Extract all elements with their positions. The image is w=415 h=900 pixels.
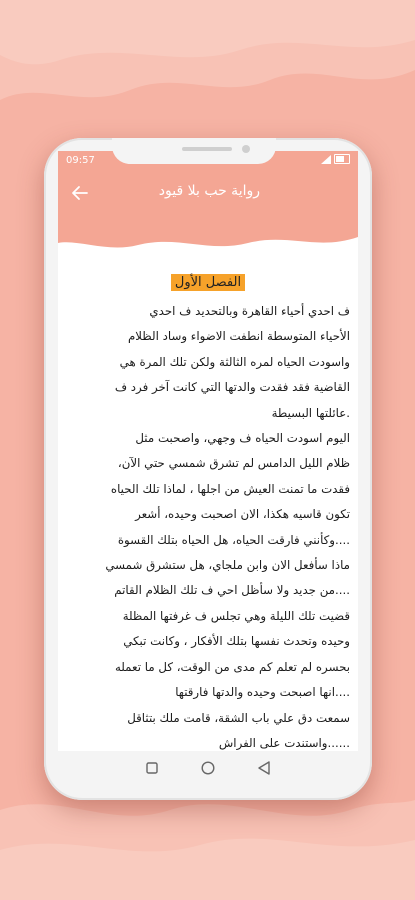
app-bar-wave — [58, 229, 358, 253]
text-line: ف احدي أحياء القاهرة وبالتحديد ف احدي — [149, 304, 350, 318]
phone-screen — [58, 151, 358, 751]
text-line: سمعت دق علي باب الشقة، قامت ملك بتثاقل — [127, 710, 350, 725]
square-icon — [146, 762, 158, 774]
text-line: قضيت تلك الليلة وهي تجلس ف غرفتها المظلة — [122, 608, 350, 623]
text-line: وحيده وتحدث نفسها بتلك الأفكار ، وكانت تبكي — [123, 634, 350, 649]
phone-frame — [44, 138, 372, 800]
background-wave-top — [0, 0, 415, 140]
story-text — [68, 299, 350, 750]
text-line: اليوم اسودت الحياه ف وجهي، واصحبت مثل — [135, 431, 350, 446]
text-line: بحسره لم تعلم كم مدى من الوقت، كل ما تعمله — [114, 659, 350, 674]
text-line: ماذا سأفعل الان وابن ملجاي، هل ستشرق شمسي — [105, 558, 350, 573]
battery-icon — [334, 154, 350, 164]
app-bar — [58, 173, 358, 233]
text-line: ....انها اصبحت وحيده والدتها فارقتها — [175, 685, 350, 700]
recents-button[interactable] — [142, 758, 162, 778]
text-line: ....وكأنني فارقت الحياه، هل الحياه بتلك القسوة — [117, 532, 350, 547]
text-line: واسودت الحياه لمره الثالثة ولكن تلك المرة هي — [119, 354, 350, 369]
nav-back-button[interactable] — [254, 758, 274, 778]
text-line: ظلام الليل الدامس لم تشرق شمسي حتي الآن، — [117, 456, 350, 471]
phone-speaker — [182, 147, 232, 151]
text-line: الأحياء المتوسطة انطفت الاضواء وساد الظلام — [127, 329, 350, 344]
phone-notch — [112, 138, 276, 164]
status-time: 09:57 — [66, 155, 95, 166]
back-button[interactable] — [68, 181, 92, 205]
text-line: فقدت ما تمنت العيش من اجلها ، لماذا تلك الحياه — [110, 481, 350, 496]
phone-camera — [242, 145, 250, 153]
text-line: ....من جديد ولا سأظل احي ف تلك الظلام القاتم — [114, 583, 350, 598]
home-button[interactable] — [198, 758, 218, 778]
text-line: تكون قاسيه هكذا، الان اصحبت وحيده، أشعر — [135, 507, 350, 522]
text-line: .عائلتها البسيطة — [271, 405, 350, 420]
app-title: رواية حب بلا قيود — [158, 183, 260, 199]
system-nav-bar — [58, 751, 358, 785]
text-line: القاضية فقد فقدت والدتها التي كانت آخر فرد ف — [114, 380, 350, 395]
circle-icon — [201, 761, 215, 775]
chapter-title-label: الفصل الأول — [171, 274, 245, 291]
arrow-left-icon — [72, 186, 88, 200]
text-line: ......واستندت على الفراش — [218, 735, 350, 750]
triangle-back-icon — [258, 761, 270, 775]
chapter-title — [58, 271, 358, 290]
signal-icon — [321, 155, 331, 164]
status-icons — [321, 154, 350, 164]
